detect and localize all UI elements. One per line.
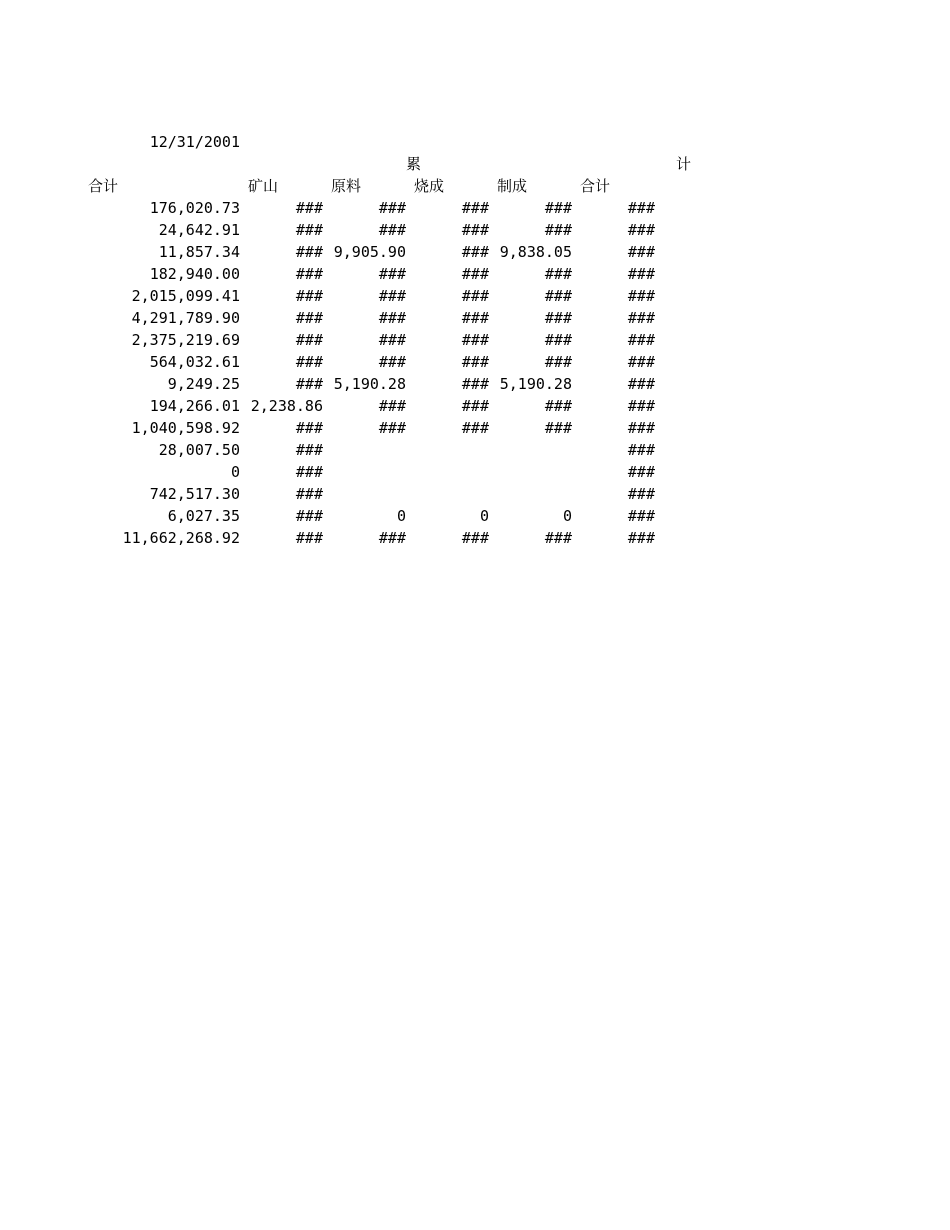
cell-mine: ### [295,507,323,525]
cell-finishing: 5,190.28 [499,375,572,393]
cell-raw-material: ### [378,221,406,239]
cell-raw-material [328,439,406,461]
report-date: 12/31/2001 [149,133,240,151]
cell-firing: ### [461,287,489,305]
cell-finishing [494,439,572,461]
cell-finishing: 0 [562,507,572,525]
cell-firing: 0 [479,507,489,525]
cell-finishing: ### [544,309,572,327]
cell-raw-material [328,461,406,483]
cell-mine: ### [295,331,323,349]
cell-finishing: ### [544,419,572,437]
cell-raw-material: ### [378,419,406,437]
header-firing: 烧成 [414,177,445,195]
cell-grand-total: ### [627,463,655,481]
cell-total: 4,291,789.90 [131,309,240,327]
cell-mine: ### [295,529,323,547]
cell-raw-material: 9,905.90 [333,243,406,261]
cell-raw-material: ### [378,353,406,371]
group-title-right: 计 [676,155,692,173]
cell-finishing: ### [544,287,572,305]
cell-mine: ### [295,309,323,327]
cell-total: 1,040,598.92 [131,419,240,437]
cell-total: 564,032.61 [149,353,240,371]
header-mine: 矿山 [248,177,279,195]
cell-firing: ### [461,375,489,393]
cell-firing: ### [461,265,489,283]
header-total-left: 合计 [88,177,119,195]
cell-mine: ### [295,287,323,305]
cell-firing: ### [461,353,489,371]
cell-mine: ### [295,463,323,481]
header-total-right: 合计 [580,177,611,195]
cell-firing: ### [461,199,489,217]
cell-raw-material: 0 [396,507,406,525]
cell-mine: 2,238.86 [250,397,323,415]
cell-mine: ### [295,221,323,239]
cell-mine: ### [295,375,323,393]
cell-raw-material: ### [378,529,406,547]
cell-total: 2,015,099.41 [131,287,240,305]
cell-grand-total: ### [627,485,655,503]
cell-firing: ### [461,529,489,547]
cell-raw-material: ### [378,309,406,327]
cell-raw-material: ### [378,397,406,415]
cell-total: 742,517.30 [149,485,240,503]
cell-total: 9,249.25 [167,375,240,393]
cell-raw-material [328,483,406,505]
cell-grand-total: ### [627,397,655,415]
cell-grand-total: ### [627,199,655,217]
cell-total: 6,027.35 [167,507,240,525]
cell-mine: ### [295,243,323,261]
cell-total: 11,662,268.92 [122,529,240,547]
cell-grand-total: ### [627,243,655,261]
cell-raw-material: ### [378,199,406,217]
cell-grand-total: ### [627,529,655,547]
cell-finishing: ### [544,397,572,415]
cell-grand-total: ### [627,265,655,283]
cell-finishing [494,483,572,505]
cell-mine: ### [295,419,323,437]
cell-finishing: ### [544,529,572,547]
cell-grand-total: ### [627,353,655,371]
cell-total: 0 [230,463,240,481]
cell-total: 2,375,219.69 [131,331,240,349]
cell-finishing [494,461,572,483]
cell-total: 24,642.91 [158,221,240,239]
cell-raw-material: ### [378,331,406,349]
cell-firing [411,439,489,461]
cell-mine: ### [295,441,323,459]
cell-finishing: ### [544,221,572,239]
cell-grand-total: ### [627,419,655,437]
cell-grand-total: ### [627,287,655,305]
cell-finishing: ### [544,265,572,283]
cell-finishing: 9,838.05 [499,243,572,261]
cell-mine: ### [295,265,323,283]
cell-raw-material: ### [378,287,406,305]
cell-grand-total: ### [627,441,655,459]
cell-grand-total: ### [627,221,655,239]
group-title-left: 累 [406,155,422,173]
cell-finishing: ### [544,199,572,217]
cell-grand-total: ### [627,309,655,327]
cell-firing: ### [461,419,489,437]
cell-grand-total: ### [627,375,655,393]
cell-grand-total: ### [627,507,655,525]
cell-finishing: ### [544,353,572,371]
cell-total: 28,007.50 [158,441,240,459]
cell-firing [411,461,489,483]
cell-firing: ### [461,331,489,349]
cell-firing: ### [461,397,489,415]
cell-firing: ### [461,243,489,261]
cell-finishing: ### [544,331,572,349]
cell-total: 11,857.34 [158,243,240,261]
header-finishing: 制成 [497,177,528,195]
cell-mine: ### [295,353,323,371]
cell-total: 182,940.00 [149,265,240,283]
cell-total: 194,266.01 [149,397,240,415]
cell-total: 176,020.73 [149,199,240,217]
cell-mine: ### [295,199,323,217]
cell-mine: ### [295,485,323,503]
cell-firing [411,483,489,505]
cell-firing: ### [461,309,489,327]
header-raw-material: 原料 [331,177,362,195]
cell-grand-total: ### [627,331,655,349]
cell-firing: ### [461,221,489,239]
cell-raw-material: ### [378,265,406,283]
cell-raw-material: 5,190.28 [333,375,406,393]
